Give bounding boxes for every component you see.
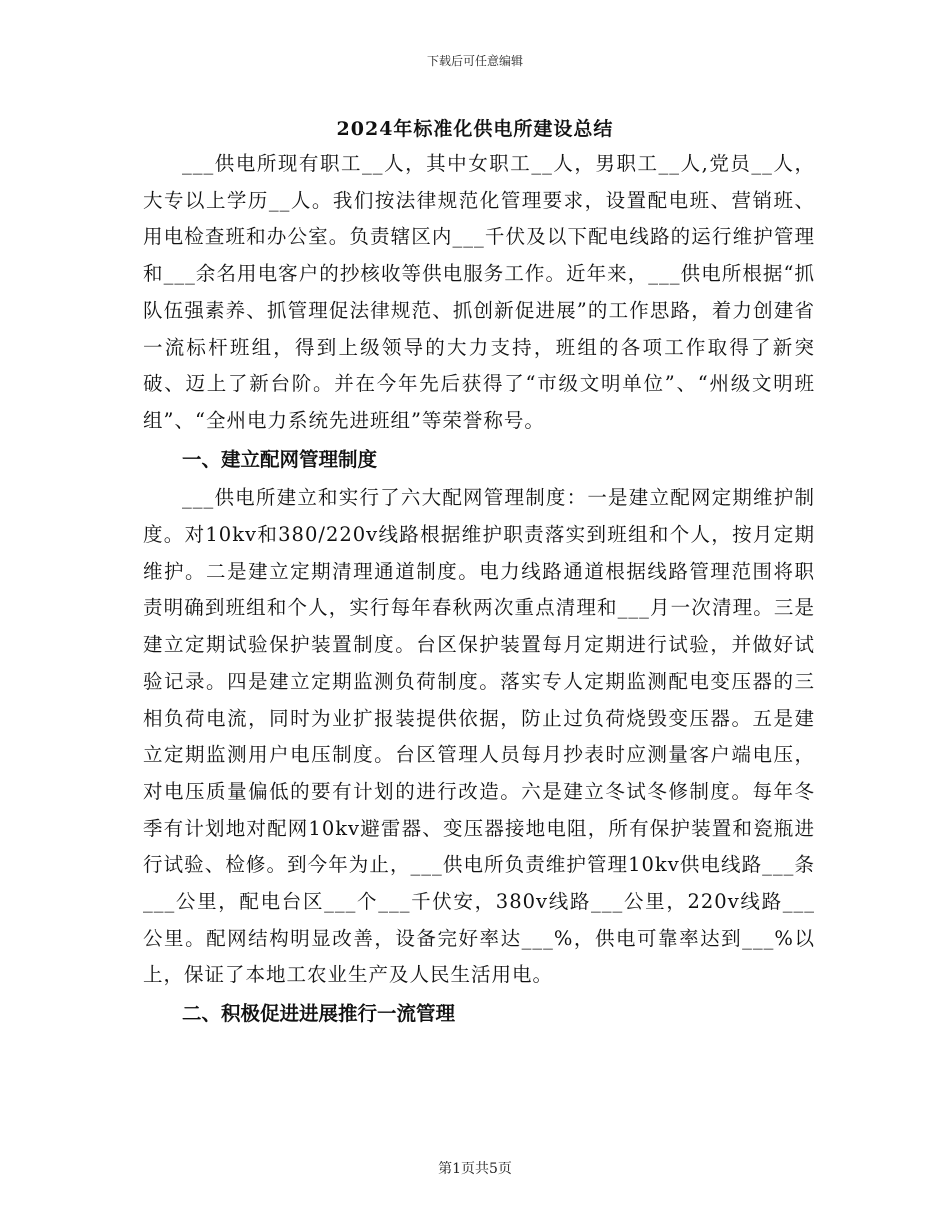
page-header-note: 下载后可任意编辑 [426,54,523,68]
section-heading-2: 二、积极促进进展推行一流管理 [182,1002,456,1026]
document-body [143,146,815,1035]
page-number: 第1页共5页 [438,1161,512,1177]
intro-paragraph: ___供电所现有职工__人，其中女职工__人，男职工__人,党员__人，大专以上学历__人。我们按法律规范化管理要求，设置配电班、营销班、用电检查班和办公室。负责辖区内___千伏及以下配电线路的运行维护管理和___余名用电客户的抄核收等供电服务工作。近年来，___供电所根据“抓队伍强素养、抓管理促法律规范、抓创新促进展”的工作思路，着力创建省一流标杆班组，得到上级领导的大力支持，班组的各项工作取得了新突破、迈上了新台阶。并在今年先后获得了“市级文明单位”、“州级文明班组”、“全州电力系统先进班组”等荣誉称号。 [143,152,815,432]
document-title: 2024年标准化供电所建设总结 [336,118,614,140]
section-1-paragraph: ___供电所建立和实行了六大配网管理制度：一是建立配网定期维护制度。对10kv和380/220v线路根据维护职责落实到班组和个人，按月定期维护。二是建立定期清理通道制度。电力线路通道根据线路管理范围将职责明确到班组和个人，实行每年春秋两次重点清理和___月一次清理。三是建立定期试验保护装置制度。台区保护装置每月定期进行试验，并做好试验记录。四是建立定期监测负荷制度。落实专人定期监测配电变压器的三相负荷电流，同时为业扩报装提供依据，防止过负荷烧毁变压器。五是建立定期监测用户电压制度。台区管理人员每月抄表时应测量客户端电压，对电压质量偏低的要有计划的进行改造。六是建立冬试冬修制度。每年冬季有计划地对配网10kv避雷器、变压器接地电阻，所有保护装置和瓷瓶进行试验、检修。到今年为止，___供电所负责维护管理10kv供电线路___条___公里，配电台区___个___千伏安，380v线路___公里，220v线路___公里。配网结构明显改善，设备完好率达___%，供电可靠率达到___%以上，保证了本地工农业生产及人民生活用电。 [143,486,815,987]
section-heading-1: 一、建立配网管理制度 [182,447,378,471]
